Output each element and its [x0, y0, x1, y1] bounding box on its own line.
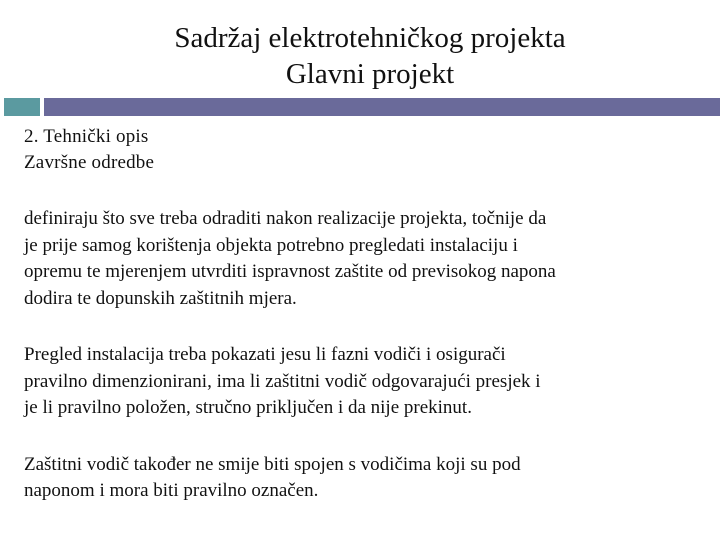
accent-square: [4, 98, 40, 116]
paragraph-3-line-1: Zaštitni vodič također ne smije biti spojen s vodičima koji su pod: [24, 453, 521, 475]
paragraph-2-line-2: pravilno dimenzionirani, ima li zaštitni vodič odgovarajući presjek i: [24, 370, 541, 392]
paragraph-3: [24, 452, 714, 505]
slide-body: [24, 124, 714, 505]
paragraph-3-line-2: naponom i mora biti pravilno označen.: [24, 480, 319, 501]
paragraph-2-line-3: je li pravilno položen, stručno priključen i da nije prekinut.: [24, 397, 472, 418]
paragraph-2: [24, 342, 714, 422]
paragraph-1-line-4: dodira te dopunskih zaštitnih mjera.: [24, 287, 297, 309]
paragraph-1-line-3: opremu te mjerenjem utvrditi ispravnost zaštite od previsokog napona: [24, 261, 556, 282]
paragraph-1-line-2: je prije samog korištenja objekta potrebno pregledati instalaciju i: [24, 234, 518, 256]
slide-title-line-1: Sadržaj elektrotehničkog projekta: [174, 22, 566, 54]
subsection-heading: Završne odredbe: [24, 152, 155, 173]
accent-divider-bar: [44, 98, 720, 116]
slide-title: [0, 20, 720, 92]
paragraph-2-line-1: Pregled instalacija treba pokazati jesu li fazni vodiči i osigurači: [24, 344, 506, 365]
paragraph-1-line-1: definiraju što sve treba odraditi nakon realizacije projekta, točnije da: [24, 208, 547, 229]
slide-title-line-2: Glavni projekt: [285, 58, 455, 90]
paragraph-1: [24, 206, 714, 312]
section-heading: 2. Tehnički opis: [24, 126, 149, 147]
